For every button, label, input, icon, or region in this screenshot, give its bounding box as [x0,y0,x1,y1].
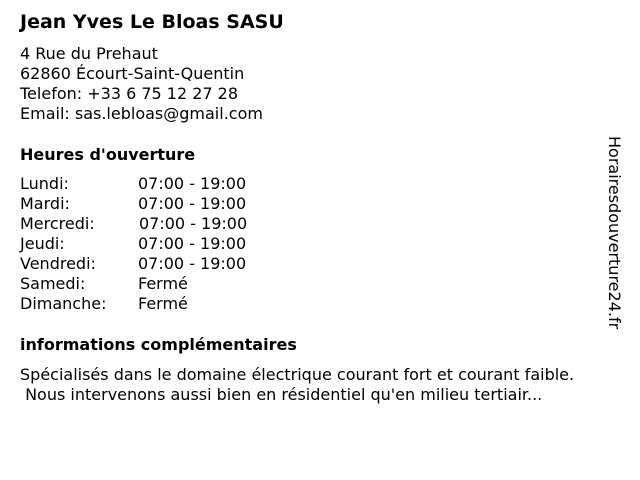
time-value: 07:00 - 19:00 [138,174,247,193]
time-value: 07:00 - 19:00 [139,214,248,233]
opening-hours-heading: Heures d'ouverture [20,145,196,164]
city-address: 62860 Écourt-Saint-Quentin [20,64,245,83]
day-label: Mercredi: [20,214,95,233]
street-address: 4 Rue du Prehaut [20,44,158,63]
time-value: 07:00 - 19:00 [138,194,247,213]
time-value: 07:00 - 19:00 [138,234,247,253]
time-value: Fermé [138,274,188,293]
description-line-1: Spécialisés dans le domaine électrique courant fort et courant faible. [20,365,575,384]
day-label: Dimanche: [20,294,107,313]
site-watermark: Horairesdouverture24.fr [605,136,624,330]
contact-block [20,44,263,124]
day-label: Mardi: [20,194,70,213]
day-label: Lundi: [20,174,69,193]
additional-info-heading: informations complémentaires [20,335,297,354]
day-label: Vendredi: [20,254,96,273]
time-value: Fermé [138,294,188,313]
time-value: 07:00 - 19:00 [138,254,247,273]
additional-info-text [20,365,620,405]
business-name: Jean Yves Le Bloas SASU [20,11,284,33]
phone-number: Telefon: +33 6 75 12 27 28 [20,84,239,103]
email-address: Email: sas.lebloas@gmail.com [20,104,263,123]
day-label: Samedi: [20,274,86,293]
description-line-2: Nous intervenons aussi bien en résidentiel qu'en milieu tertiair... [20,385,543,404]
day-label: Jeudi: [20,234,65,253]
